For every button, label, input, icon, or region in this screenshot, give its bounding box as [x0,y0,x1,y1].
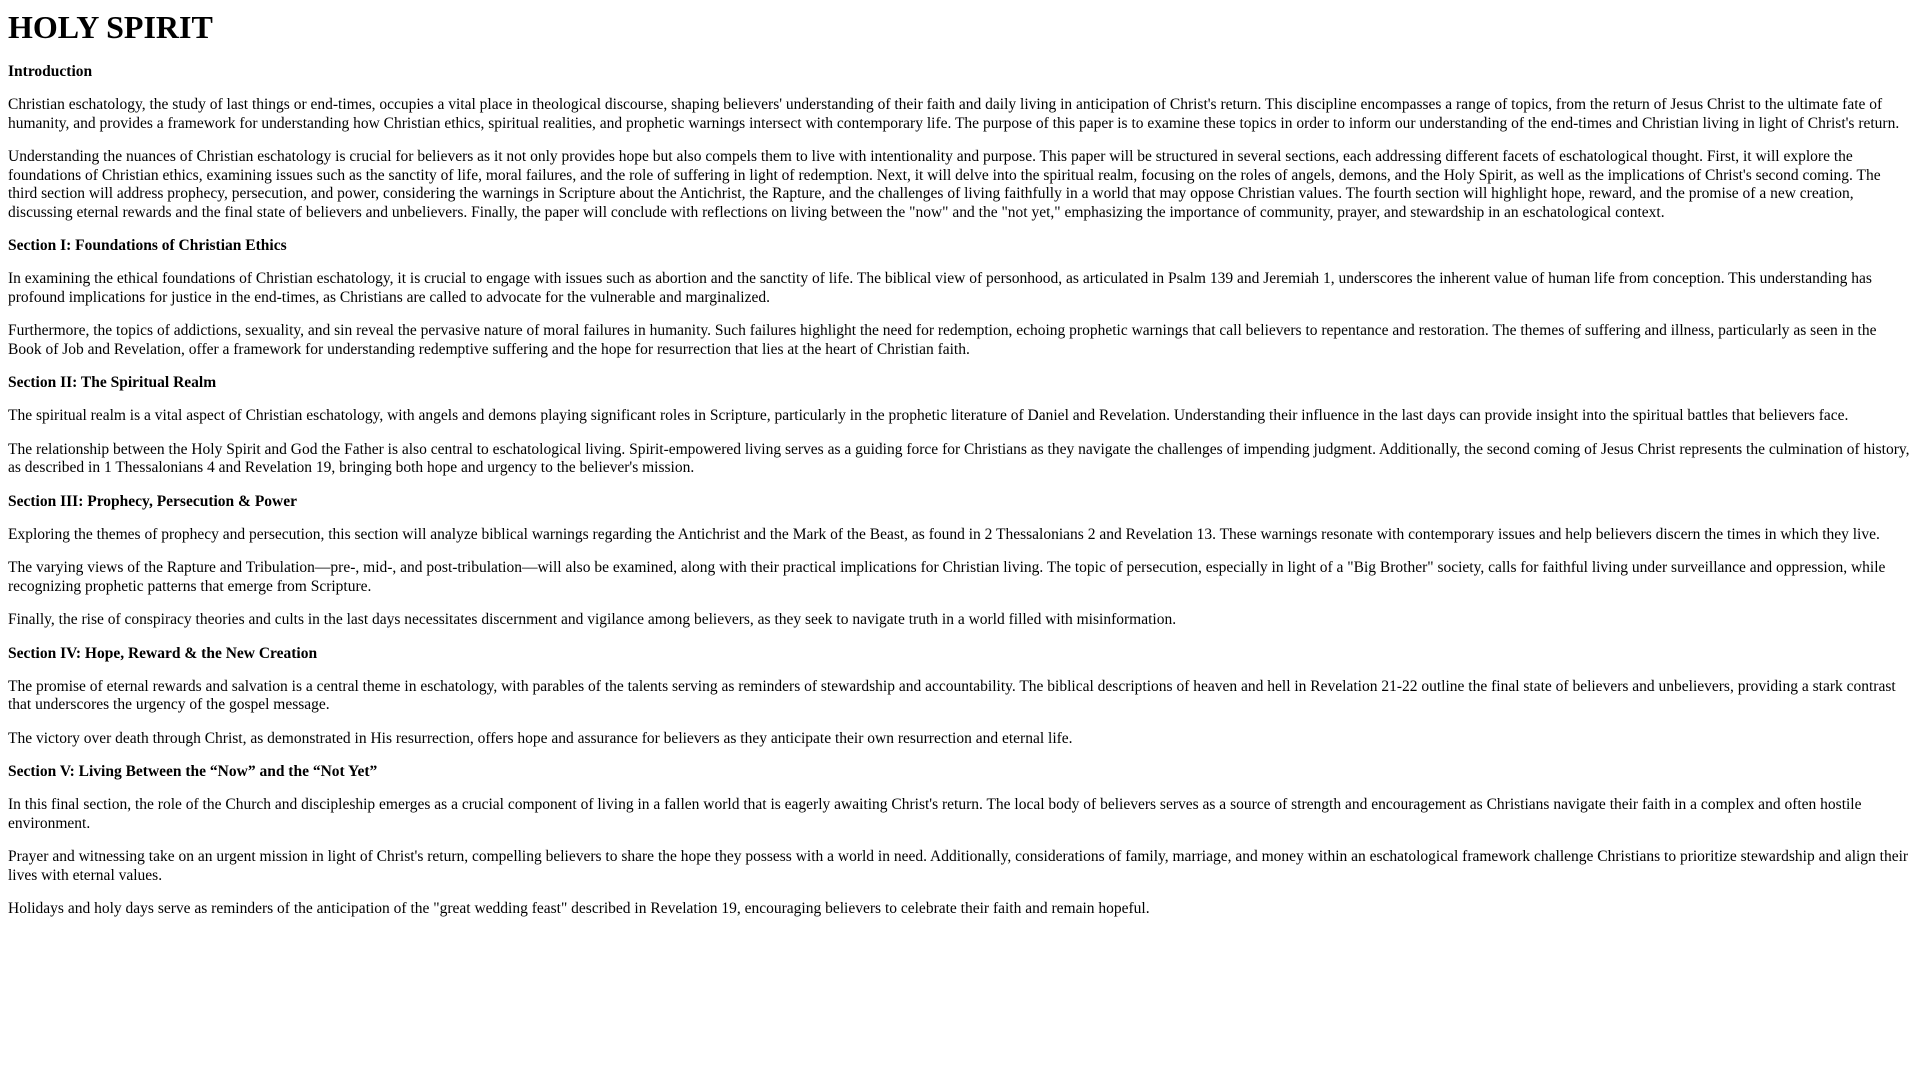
section-heading-2: Section II: The Spiritual Realm [8,374,217,391]
paragraph: Understanding the nuances of Christian eschatology is crucial for believers as it not only provides hope but also compels them to live with intentionality and purpose. This paper will be structured in several sections, each addressing different facets of eschatological thought. First, it will explore the foundations of Christian ethics, examining issues such as the sanctity of life, moral failures, and the role of suffering in light of redemption. Next, it will delve into the spiritual realm, focusing on the roles of angels, demons, and the Holy Spirit, as well as the implications of Christ's second coming. The third section will address prophecy, persecution, and power, considering the warnings in Scripture about the Antichrist, the Rapture, and the challenges of living faithfully in a world that may oppose Christian values. The fourth section will highlight hope, reward, and the promise of a new creation, discussing eternal rewards and the final state of believers and unbelievers. Finally, the paper will conclude with reflections on living between the "now" and the "not yet," emphasizing the importance of community, prayer, and stewardship in an eschatological context. [8,148,1881,221]
paragraph: Furthermore, the topics of addictions, sexuality, and sin reveal the pervasive nature of moral failures in humanity. Such failures highlight the need for redemption, echoing prophetic warnings that call believers to repentance and restoration. The themes of suffering and illness, particularly as seen in the Book of Job and Revelation, offer a framework for understanding redemptive suffering and the hope for resurrection that lies at the heart of Christian faith. [8,322,1877,358]
paragraph: In examining the ethical foundations of Christian eschatology, it is crucial to engage with issues such as abortion and the sanctity of life. The biblical view of personhood, as articulated in Psalm 139 and Jeremiah 1, underscores the inherent value of human life from conception. This understanding has profound implications for justice in the end-times, as Christians are called to advocate for the vulnerable and marginalized. [8,270,1872,306]
section-heading-1: Section I: Foundations of Christian Ethics [8,237,287,254]
paragraph: The relationship between the Holy Spirit and God the Father is also central to eschatological living. Spirit-empowered living serves as a guiding force for Christians as they navigate the challenges of impending judgment. Additionally, the second coming of Jesus Christ represents the culmination of history, as described in 1 Thessalonians 4 and Revelation 19, bringing both hope and urgency to the believer's mission. [8,440,1910,476]
paragraph: The varying views of the Rapture and Tribulation—pre-, mid-, and post-tribulation—will also be examined, along with their practical implications for Christian living. The topic of persecution, especially in light of a "Big Brother" society, calls for faithful living under surveillance and oppression, while recognizing prophetic patterns that emerge from Scripture. [8,559,1886,595]
paragraph: In this final section, the role of the Church and discipleship emerges as a crucial component of living in a fallen world that is eagerly awaiting Christ's return. The local body of believers serves as a source of strength and encouragement as Christians navigate their faith in a complex and often hostile environment. [8,796,1862,832]
section-heading-5: Section V: Living Between the “Now” and the “Not Yet” [8,763,378,780]
paragraph: Christian eschatology, the study of last things or end-times, occupies a vital place in theological discourse, shaping believers' understanding of their faith and daily living in anticipation of Christ's return. This discipline encompasses a range of topics, from the return of Jesus Christ to the ultimate fate of humanity, and provides a framework for understanding how Christian ethics, spiritual realities, and prophetic warnings intersect with contemporary life. The purpose of this paper is to examine these topics in order to inform our understanding of the end-times and Christian living in light of Christ's return. [8,96,1900,132]
section-heading-introduction: Introduction [8,63,93,80]
paragraph: Exploring the themes of prophecy and persecution, this section will analyze biblical warnings regarding the Antichrist and the Mark of the Beast, as found in 2 Thessalonians 2 and Revelation 13. These warnings resonate with contemporary issues and help believers discern the times in which they live. [8,525,1880,543]
page-title: HOLY SPIRIT [8,9,213,45]
section-heading-3: Section III: Prophecy, Persecution & Power [8,492,297,510]
paragraph: The victory over death through Christ, as demonstrated in His resurrection, offers hope and assurance for believers as they anticipate their own resurrection and eternal life. [8,729,1073,747]
section-heading-4: Section IV: Hope, Reward & the New Creation [8,644,318,662]
paragraph: Finally, the rise of conspiracy theories and cults in the last days necessitates discernment and vigilance among believers, as they seek to navigate truth in a world filled with misinformation. [8,611,1177,628]
paragraph: The promise of eternal rewards and salvation is a central theme in eschatology, with parables of the talents serving as reminders of stewardship and accountability. The biblical descriptions of heaven and hell in Revelation 21-22 outline the final state of believers and unbelievers, providing a stark contrast that underscores the urgency of the gospel message. [8,677,1896,713]
paragraph: The spiritual realm is a vital aspect of Christian eschatology, with angels and demons playing significant roles in Scripture, particularly in the prophetic literature of Daniel and Revelation. Understanding their influence in the last days can provide insight into the spiritual battles that believers face. [8,407,1849,424]
paragraph: Holidays and holy days serve as reminders of the anticipation of the "great wedding feast" described in Revelation 19, encouraging believers to celebrate their faith and remain hopeful. [8,900,1150,917]
paragraph: Prayer and witnessing take on an urgent mission in light of Christ's return, compelling believers to share the hope they possess with a world in need. Additionally, considerations of family, marriage, and money within an eschatological framework challenge Christians to prioritize stewardship and align their lives with eternal values. [8,848,1909,884]
document-page [0,8,1920,919]
